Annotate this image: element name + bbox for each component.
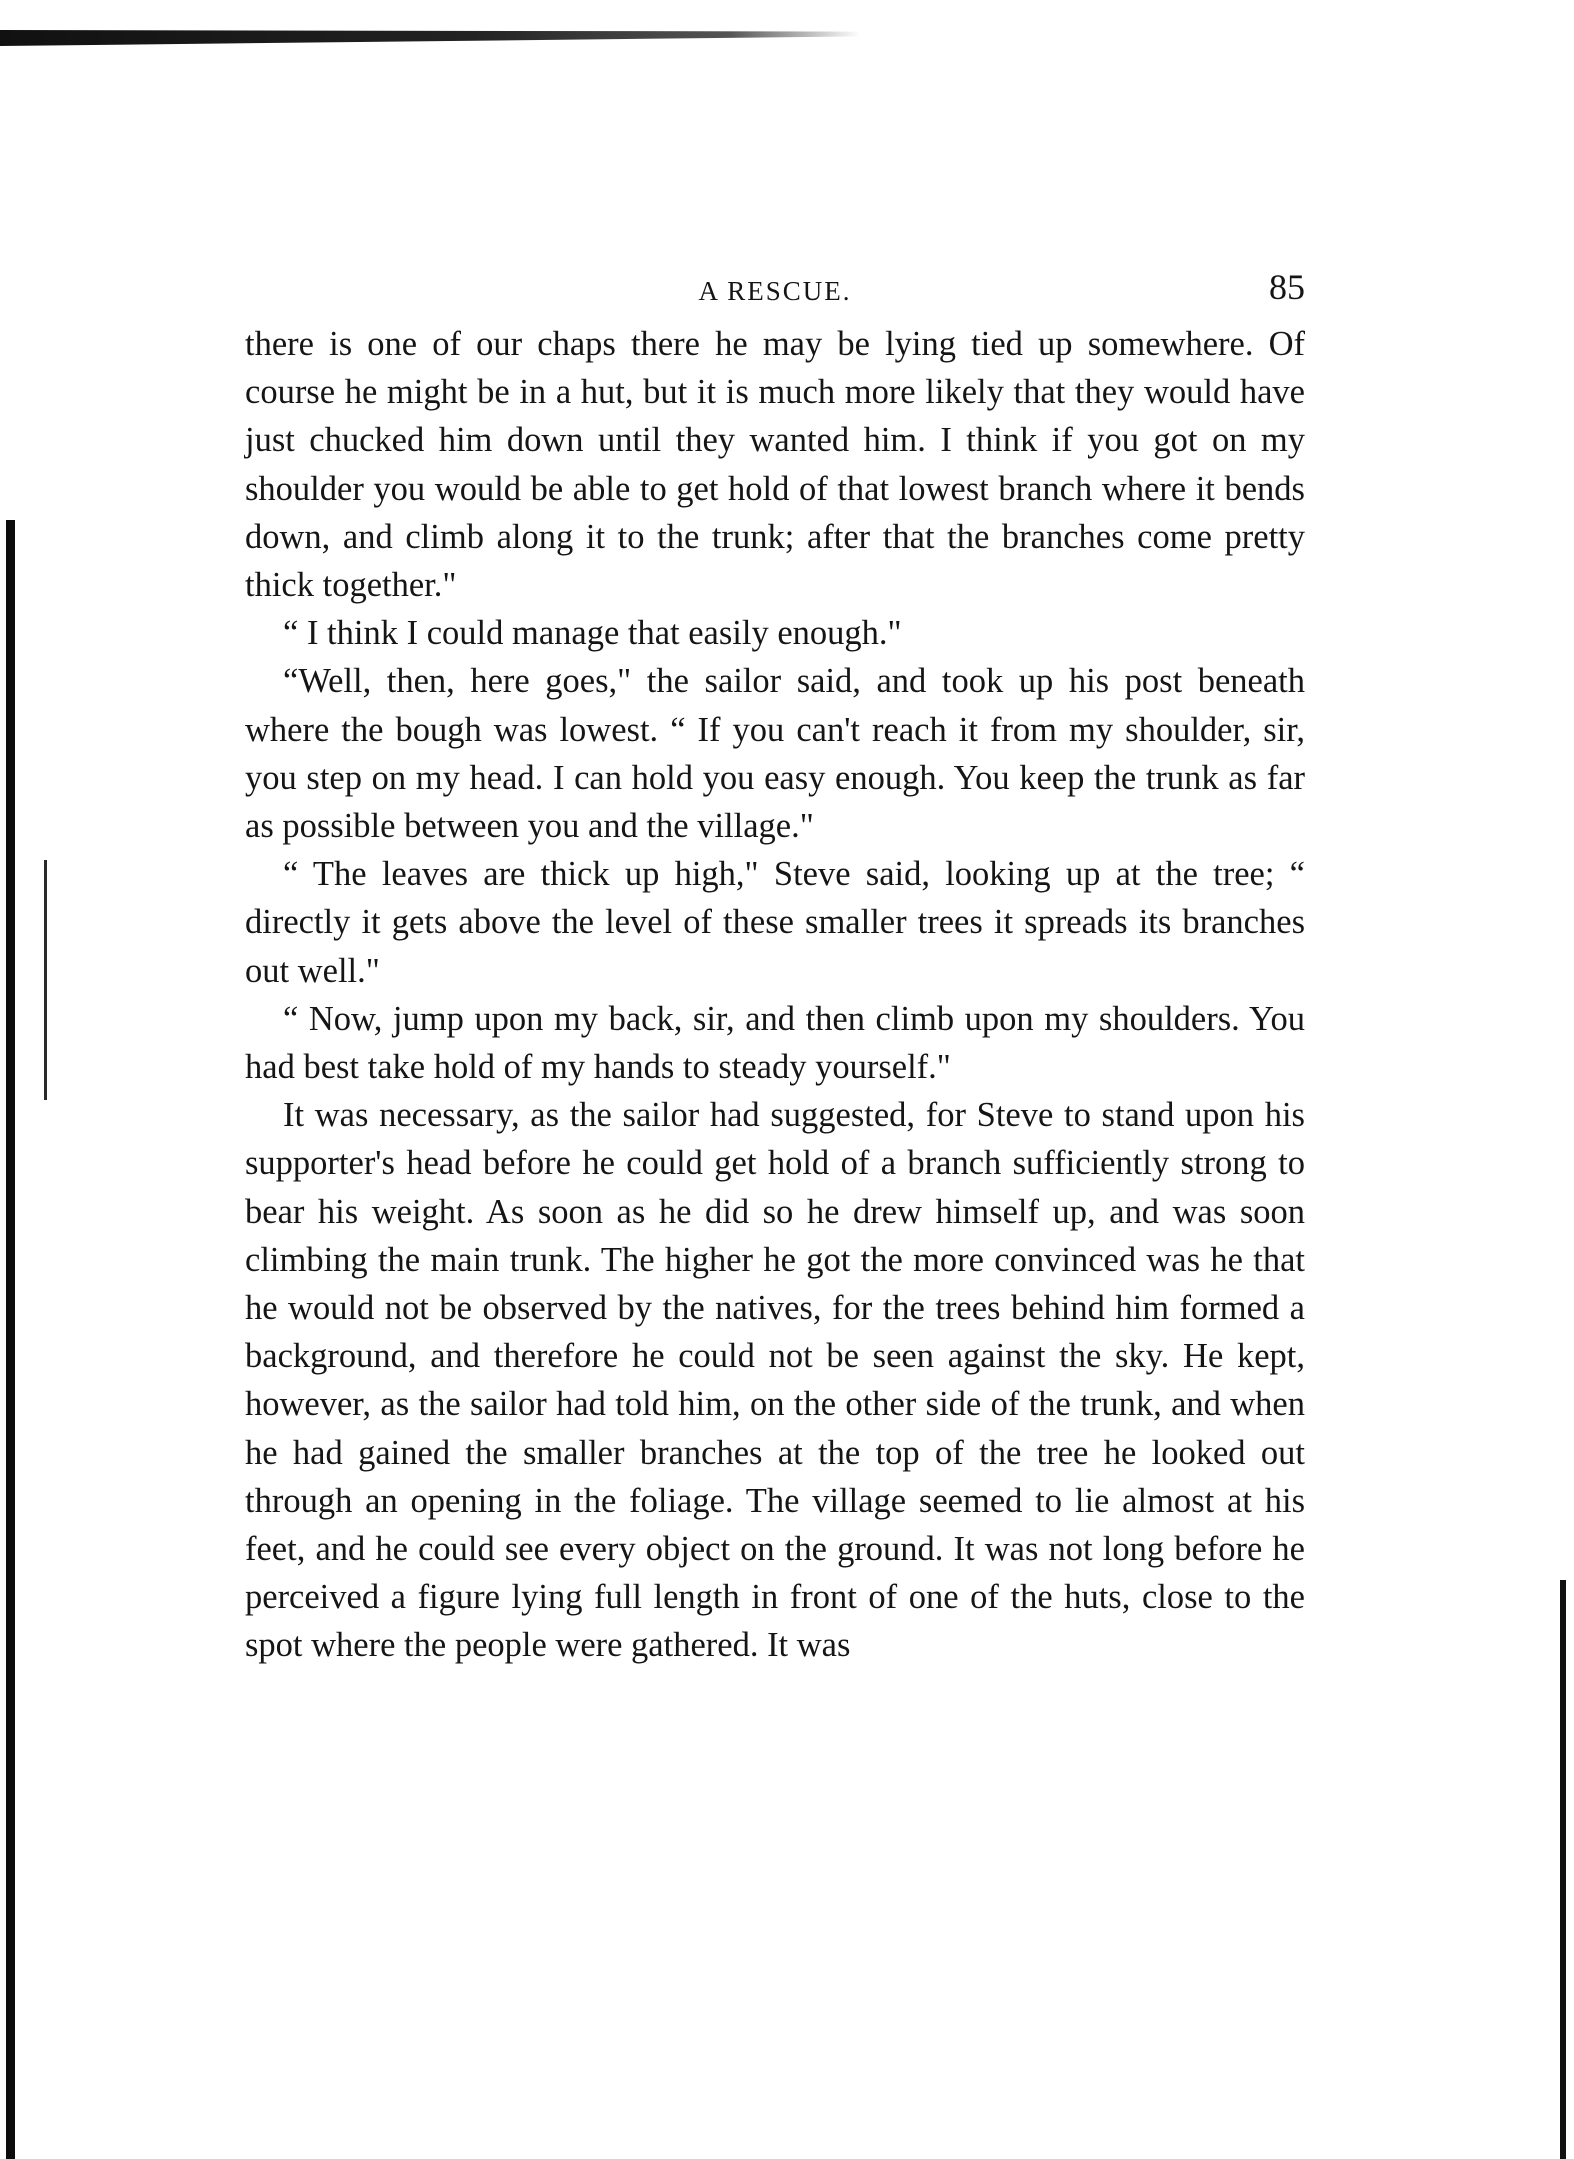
scan-left-edge — [6, 520, 15, 2159]
paragraph: “ The leaves are thick up high," Steve said, looking up at the tree; “ directly it gets above the level of these smaller trees it spreads its branches out well." — [245, 855, 1305, 990]
scan-right-edge — [1560, 1580, 1566, 2159]
scan-top-shadow — [0, 30, 860, 46]
body-text — [245, 320, 1305, 1670]
paragraph: “Well, then, here goes," the sailor said, and took up his post beneath where the bough was lowest. “ If you can't reach it from my shoulder, sir, you step on my head. I can hold you easy enough. You keep the trunk as far as possible between you and the village." — [245, 662, 1305, 846]
paragraph: It was necessary, as the sailor had suggested, for Steve to stand upon his supporter's head before he could get hold of a branch sufficiently strong to bear his weight. As soon as he did so he drew himself up, and was soon climbing the main trunk. The higher he got the more convinced was he that he would not be observed by the natives, for the trees behind him formed a background, and therefore he could not be seen against the sky. He kept, however, as the sailor had told him, on the other side of the trunk, and when he had gained the smaller branches at the top of the tree he looked out through an opening in the foliage. The village seemed to lie almost at his feet, and he could see every object on the ground. It was not long before he perceived a figure lying full length in front of one of the huts, close to the spot where the people were gathered. It was — [245, 1096, 1305, 1665]
running-title: A RESCUE. — [698, 276, 852, 306]
page-number: 85 — [1269, 267, 1305, 307]
page-header — [245, 262, 1305, 312]
paragraph: “ I think I could manage that easily enough." — [283, 614, 902, 653]
paragraph-continued: there is one of our chaps there he may be lying tied up somewhere. Of course he might be in a hut, but it is much more likely that they would have just chucked him down until they wanted him. I think if you got on my shoulder you would be able to get hold of that lowest branch where it bends down, and climb along it to the trunk; after that the branches come pretty thick together." — [245, 325, 1305, 605]
paragraph: “ Now, jump upon my back, sir, and then climb upon my shoulders. You had best take hold of my hands to steady yourself." — [245, 999, 1305, 1087]
scan-left-mark — [44, 860, 47, 1100]
